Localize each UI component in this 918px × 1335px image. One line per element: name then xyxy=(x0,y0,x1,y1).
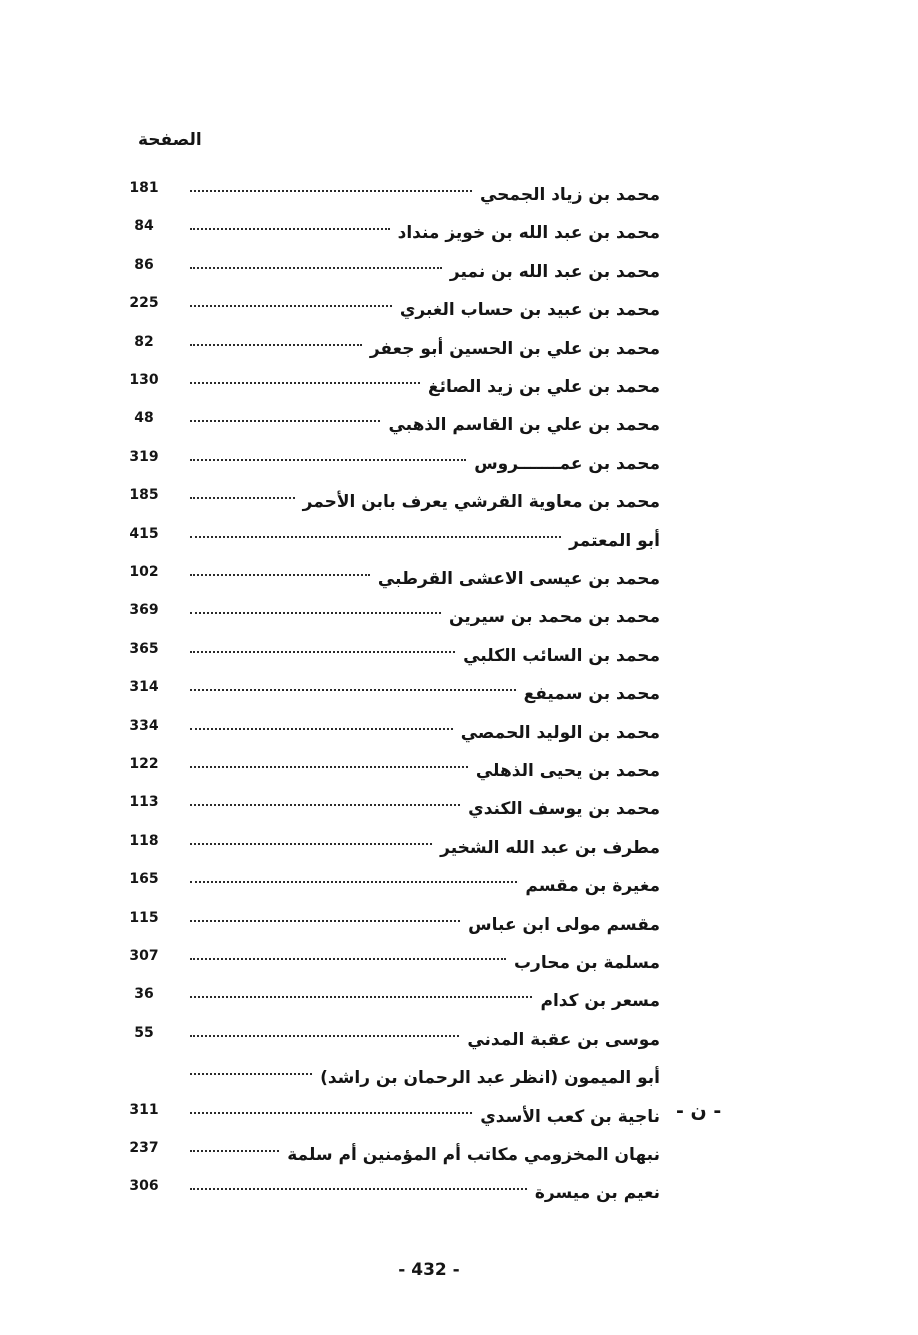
dot-leader xyxy=(190,497,295,499)
entry-name: محمد بن زياد الجمحي xyxy=(479,185,660,205)
entry-name: محمد بن علي بن الحسين أبو جعفر xyxy=(369,338,660,359)
entry-name: محمد بن معاوية القرشي يعرف بابن الأحمر xyxy=(302,492,660,513)
dot-leader xyxy=(190,996,532,998)
entry-page-number: 36 xyxy=(134,986,154,1003)
dot-leader xyxy=(190,1073,312,1075)
entry-page-number: 122 xyxy=(129,756,159,772)
entry-page-number: 84 xyxy=(134,218,154,235)
index-entry xyxy=(0,216,918,250)
index-entry xyxy=(0,677,918,711)
index-entry xyxy=(0,370,918,404)
index-entry xyxy=(0,1061,918,1095)
entry-name: محمد بن عيسى الاعشى القرطبي xyxy=(377,569,660,589)
entry-name: مغيرة بن مقسم xyxy=(525,876,660,897)
dot-leader xyxy=(190,382,420,384)
index-entry xyxy=(0,408,918,442)
entry-page-number: 307 xyxy=(129,948,159,964)
entry-name: محمد بن الوليد الحمصي xyxy=(460,722,660,743)
index-entry xyxy=(0,524,918,558)
index-entry xyxy=(0,562,918,596)
entry-page-number: 237 xyxy=(129,1140,159,1156)
entry-name: مسعر بن كدام xyxy=(540,991,660,1012)
entry-name: مطرف بن عبد الله الشخير xyxy=(440,837,660,858)
dot-leader xyxy=(190,536,561,538)
entry-name: مسلمة بن محارب xyxy=(513,953,660,973)
entry-page-number: 130 xyxy=(129,372,159,388)
index-entry xyxy=(0,332,918,366)
index-entry xyxy=(0,984,918,1018)
entry-name: محمد بن السائب الكلبي xyxy=(463,645,660,666)
entry-name: محمد بن علي بن القاسم الذهبي xyxy=(388,415,660,436)
index-entry xyxy=(0,178,918,212)
dot-leader xyxy=(190,689,516,691)
entry-page-number: 115 xyxy=(129,909,159,926)
index-entry xyxy=(0,869,918,903)
dot-leader xyxy=(190,843,432,845)
index-entry xyxy=(0,716,918,750)
entry-name: محمد بن عبد الله بن خويز منداد xyxy=(397,223,660,244)
entry-page-number: 334 xyxy=(129,717,159,734)
entry-name: محمد بن علي بن زيد الصائغ xyxy=(427,377,660,397)
index-entry xyxy=(0,447,918,481)
entry-name: محمد بن يوسف الكندي xyxy=(468,799,660,820)
dot-leader xyxy=(190,1150,279,1152)
index-entry xyxy=(0,485,918,519)
dot-leader xyxy=(190,920,460,922)
page-number: - 432 - xyxy=(398,1260,460,1280)
dot-leader xyxy=(190,574,370,576)
dot-leader xyxy=(190,881,517,883)
dot-leader xyxy=(190,305,392,307)
entry-page-number: 314 xyxy=(129,679,159,696)
index-entry xyxy=(0,831,918,865)
index-entry xyxy=(0,1138,918,1172)
page-column-header: الصفحة xyxy=(138,130,202,150)
dot-leader xyxy=(190,459,466,461)
dot-leader xyxy=(190,766,468,768)
dot-leader xyxy=(190,958,506,960)
entry-page-number: 369 xyxy=(129,602,159,619)
dot-leader xyxy=(190,190,472,192)
dot-leader xyxy=(190,612,441,614)
entry-page-number: 311 xyxy=(129,1101,159,1118)
entry-name: ناجية بن كعب الأسدي xyxy=(480,1106,660,1127)
dot-leader xyxy=(190,420,380,422)
dot-leader xyxy=(190,267,442,269)
entry-page-number: 48 xyxy=(134,410,154,427)
dot-leader xyxy=(190,228,390,230)
index-entry xyxy=(0,1100,918,1134)
entry-name: محمد بن سميفع xyxy=(523,684,660,705)
entry-page-number: 185 xyxy=(129,487,159,504)
entry-name: محمد بن عبيد بن حساب الغبري xyxy=(399,300,660,321)
dot-leader xyxy=(190,344,362,346)
dot-leader xyxy=(190,1188,527,1190)
entry-page-number: 365 xyxy=(129,640,159,657)
entry-name: محمد بن محمد بن سيرين xyxy=(449,607,660,628)
entry-page-number: 113 xyxy=(129,794,159,811)
index-entry xyxy=(0,946,918,980)
entry-name: محمد بن عبد الله بن نمير xyxy=(449,261,660,282)
index-entry xyxy=(0,1023,918,1057)
entry-page-number: 306 xyxy=(129,1178,159,1195)
index-entry xyxy=(0,754,918,788)
dot-leader xyxy=(190,1035,459,1037)
section-letter-marker: - ن - xyxy=(676,1100,722,1122)
entry-page-number: 86 xyxy=(134,256,154,273)
entry-name: أبو الميمون (انظر عبد الرحمان بن راشد) xyxy=(320,1068,660,1089)
index-entry xyxy=(0,255,918,289)
entry-name: مقسم مولى ابن عباس xyxy=(468,914,660,935)
index-entry xyxy=(0,293,918,327)
entry-page-number: 165 xyxy=(129,871,159,888)
entry-page-number: 118 xyxy=(129,832,159,849)
index-entry xyxy=(0,600,918,634)
dot-leader xyxy=(190,728,453,730)
dot-leader xyxy=(190,804,460,806)
index-entry xyxy=(0,792,918,826)
index-entry xyxy=(0,639,918,673)
entry-name: نبهان المخزومي مكاتب أم المؤمنين أم سلمة xyxy=(287,1145,660,1165)
entry-page-number: 102 xyxy=(129,564,159,580)
entry-page-number: 319 xyxy=(129,448,159,465)
index-entry xyxy=(0,1176,918,1210)
entry-page-number: 225 xyxy=(129,295,159,312)
entry-name: نعيم بن ميسرة xyxy=(534,1183,660,1204)
entry-name: أبو المعتمر xyxy=(569,530,660,551)
entry-page-number: 181 xyxy=(129,180,159,196)
entry-name: محمد بن يحيى الذهلي xyxy=(475,761,660,781)
entry-name: محمد بن عمـــــــروس xyxy=(474,453,660,474)
dot-leader xyxy=(190,1112,472,1114)
entry-page-number: 55 xyxy=(134,1024,154,1041)
entry-name: موسى بن عقبة المدني xyxy=(467,1029,660,1050)
entry-page-number: 82 xyxy=(134,333,154,350)
index-entry xyxy=(0,908,918,942)
dot-leader xyxy=(190,651,455,653)
entry-page-number: 415 xyxy=(129,525,159,542)
